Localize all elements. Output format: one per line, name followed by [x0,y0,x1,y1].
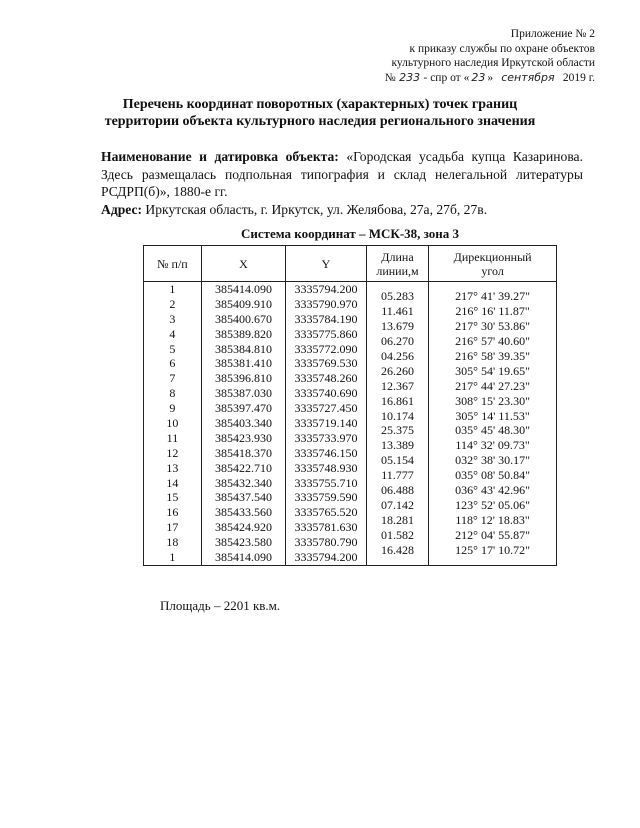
length-cell: 16.861 [380,393,414,408]
appendix-line: к приказу службы по охране объектов [409,42,595,55]
handwritten-order-number: 233 [399,70,421,84]
x-coordinate-cell: 385396.810 [215,371,272,386]
point-number-cell: 14 [166,475,179,490]
length-cell: 26.260 [380,363,414,378]
y-coordinate-cell: 3335733.970 [294,430,358,445]
point-number-column [144,282,202,566]
length-cell: 16.428 [380,542,414,557]
appendix-line: Приложение № 2 [510,28,595,40]
angle-cell: 217° 44' 27.23" [455,378,531,393]
y-coordinate-cell: 3335748.260 [294,371,358,386]
address-text: Иркутская область, г. Иркутск, ул. Желябова, 27а, 27б, 27в. [145,202,488,217]
angle-column [429,282,557,566]
header-angle-line: угол [481,263,504,278]
y-coordinate-cell: 3335772.090 [294,341,358,356]
appendix-header [265,27,595,85]
length-cell: 13.679 [380,319,414,334]
x-coordinate-cell: 385381.410 [215,356,272,371]
header-angle-line: Дирекционный [453,249,532,264]
coordinate-system-title: Система координат – МСК-38, зона 3 [240,226,460,241]
x-coordinate-cell: 385423.930 [215,430,272,445]
y-coordinate-cell: 3335727.450 [294,401,358,416]
length-cell: 13.389 [380,438,414,453]
header-angle [429,246,557,282]
y-coordinate-cell: 3335784.190 [294,311,358,326]
point-number-cell: 4 [169,326,176,341]
object-name [101,148,583,201]
y-coordinate-cell: 3335740.690 [294,386,358,401]
angle-cell: 125° 17' 10.72" [455,542,531,557]
area-text: Площадь – 2201 кв.м. [160,598,281,613]
point-number-cell: 3 [169,311,176,326]
angle-cell: 216° 16' 11.87" [455,304,530,319]
length-cell: 11.777 [381,468,414,483]
length-cell: 04.256 [380,349,414,363]
x-coordinate-cell: 385423.580 [215,535,272,550]
angle-cell: 118° 12' 18.83" [455,512,530,527]
angle-cell: 123° 52' 05.06" [455,497,531,512]
handwritten-month: сентября [501,70,555,84]
x-coordinate-cell: 385433.560 [215,505,272,520]
table-body-row [144,282,557,566]
y-coordinate-cell: 3335781.630 [294,520,358,535]
x-coordinate-cell: 385422.710 [215,460,272,475]
angle-cell: 305° 14' 11.53" [455,408,530,423]
length-cell: 25.375 [380,423,414,438]
title-line: Перечень координат поворотных (характерных) точек границ [122,97,518,112]
point-number-cell: 5 [169,341,176,356]
angle-cell: 035° 08' 50.84" [455,468,531,483]
angle-cell: 308° 15' 23.30" [455,393,531,408]
header-length-line: линии,м [376,263,419,278]
length-cell: 07.142 [380,497,414,512]
angle-cell: 114° 32' 09.73" [455,438,530,453]
object-name-label: Наименование и датировка объекта: [101,149,339,164]
y-coordinate-cell: 3335746.150 [294,445,358,460]
x-coordinate-cell: 385414.090 [215,282,272,296]
header-x: X [201,246,285,282]
length-cell: 01.582 [380,527,414,542]
angle-cell: 216° 57' 40.60" [455,334,531,349]
x-coordinate-cell: 385414.090 [215,550,272,565]
length-column [366,282,429,566]
y-coordinate-cell: 3335748.930 [294,460,358,475]
length-cell: 10.174 [380,408,414,423]
header-y: Y [286,246,367,282]
quote-close: » [487,71,494,84]
x-coordinate-cell: 385432.340 [215,475,272,490]
y-coordinate-cell: 3335794.200 [294,282,358,296]
point-number-cell: 17 [166,520,179,535]
header-length-line: Длина [381,249,414,264]
object-address [101,201,583,218]
length-cell: 06.488 [380,483,414,498]
number-sign: № [384,71,396,84]
x-coordinate-cell: 385409.910 [215,296,272,311]
x-coordinate-cell: 385437.540 [215,490,272,505]
table-header-row [144,246,557,282]
angle-cell: 036° 43' 42.96" [455,483,531,498]
point-number-cell: 15 [166,490,179,505]
point-number-cell: 16 [166,505,179,520]
point-number-cell: 9 [169,401,176,416]
point-number-cell: 8 [169,386,176,401]
y-coordinate-cell: 3335769.530 [294,356,358,371]
point-number-cell: 1 [169,282,176,296]
y-coordinate-cell: 3335765.520 [294,505,358,520]
angle-cell: 035° 45' 48.30" [455,423,531,438]
year-text: 2019 г. [562,71,595,84]
y-coordinate-cell: 3335759.590 [294,490,358,505]
object-name-text: «Городская усадьба купца Казаринова. Здесь размещалась подпольная типография и склад нелегальной литературы РСДРП(б)», 1880-е гг. [101,149,583,199]
length-cell: 12.367 [380,378,414,393]
x-coordinate-cell: 385397.470 [215,401,272,416]
y-coordinate-cell: 3335775.860 [294,326,358,341]
x-coordinate-cell: 385418.370 [215,445,272,460]
point-number-cell: 6 [169,356,176,371]
length-cell: 11.461 [381,304,414,319]
angle-cell: 217° 30' 53.86" [455,319,531,334]
x-coordinate-cell: 385387.030 [215,386,272,401]
x-coordinate-cell: 385400.670 [215,311,272,326]
point-number-cell: 1 [169,550,176,565]
angle-cell: 032° 38' 30.17" [455,453,531,468]
header-length [366,246,429,282]
x-coordinate-cell: 385403.340 [215,416,272,431]
x-coordinate-cell: 385424.920 [215,520,272,535]
length-cell: 18.281 [380,512,414,527]
order-number-line [265,71,595,86]
y-coordinate-cell: 3335719.140 [294,416,358,431]
y-coordinate-cell: 3335755.710 [294,475,358,490]
x-coordinate-cell: 385384.810 [215,341,272,356]
point-number-cell: 10 [166,416,179,431]
length-cell: 06.270 [380,334,414,349]
title-line: территории объекта культурного наследия регионального значения [104,114,536,129]
x-coordinate-cell: 385389.820 [215,326,272,341]
y-coordinate-cell: 3335790.970 [294,296,358,311]
handwritten-day: 23 [471,70,486,84]
point-number-cell: 7 [169,371,176,386]
angle-cell: 305° 54' 19.65" [455,363,531,378]
y-column [286,282,367,566]
y-coordinate-cell: 3335794.200 [294,550,358,565]
length-cell: 05.283 [380,289,414,304]
angle-cell: 212° 04' 55.87" [455,527,531,542]
y-coordinate-cell: 3335780.790 [294,535,358,550]
point-number-cell: 12 [166,445,179,460]
angle-cell: 216° 58' 39.35" [455,349,531,363]
spr-from-text: - спр от « [423,71,470,84]
angle-cell: 217° 41' 39.27" [455,289,531,304]
appendix-line: культурного наследия Иркутской области [391,57,595,70]
header-num: № п/п [144,246,202,282]
point-number-cell: 11 [166,430,179,445]
x-column [201,282,285,566]
point-number-cell: 2 [169,296,176,311]
point-number-cell: 13 [166,460,179,475]
document-title [60,96,580,130]
length-cell: 05.154 [380,453,414,468]
point-number-cell: 18 [166,535,179,550]
address-label: Адрес: [101,202,143,217]
coordinates-table [143,245,557,566]
